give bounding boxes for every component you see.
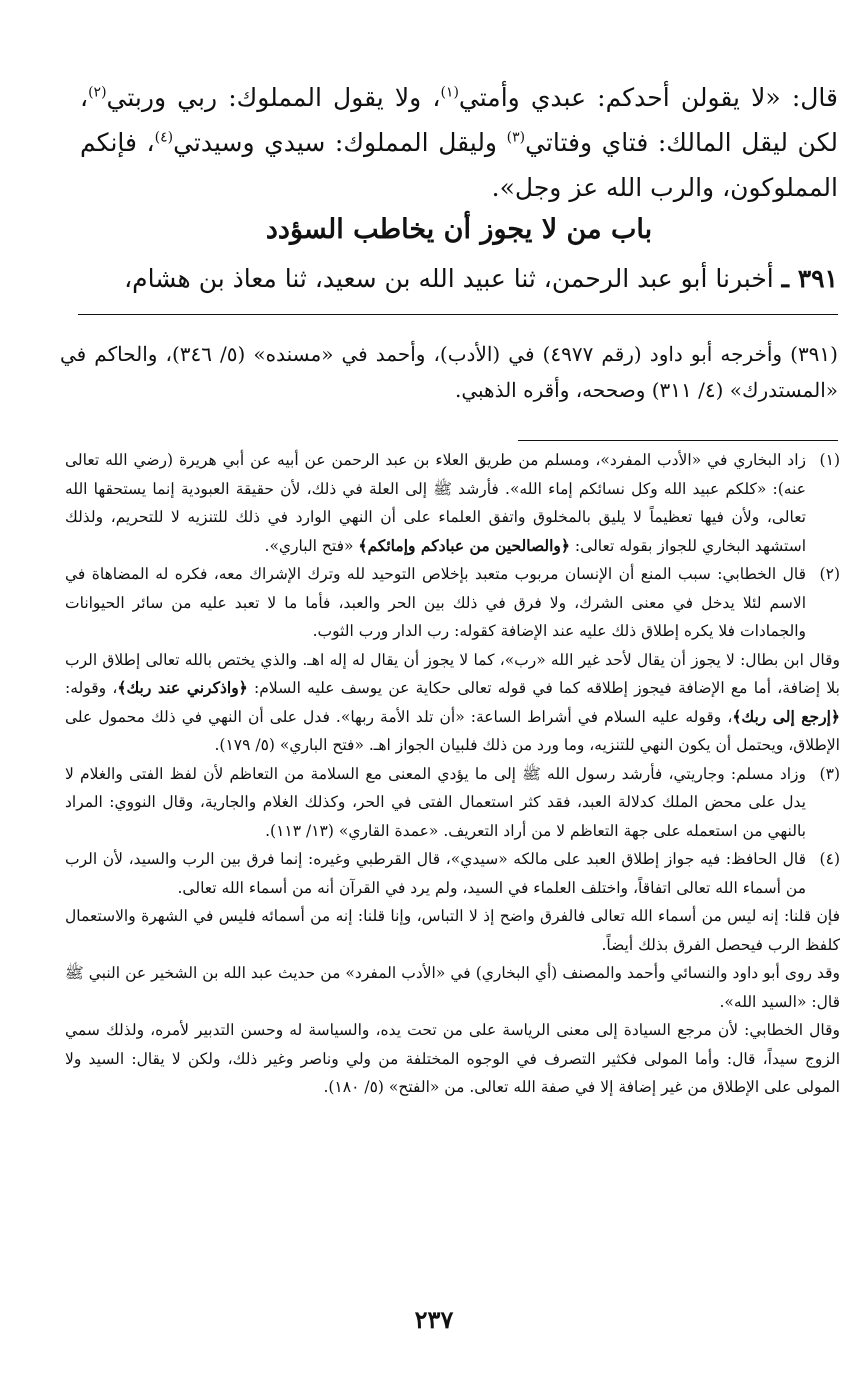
footnote-text-part: زاد البخاري في «الأدب المفرد»، ومسلم من طريق العلاء بن عبد الرحمن عن أبيه عن أبي هريرة (رضي الله تعالى عنه): «كلكم عبيد الله وكل نسائكم إماء الله». فأرشد ﷺ إلى العلة في ذلك، لأن حقيقة العبودية إنما يستحقها الله تعالى، ولأن فيها تعظيماً لا يليق بالمخلوق واتفق العلماء على أن النهي الوارد في ذلك للتنزيه لا للتحريم، ولذلك استشهد البخاري للجواز بقوله تعالى: xyxy=(65,451,806,555)
footnote-number: (١) xyxy=(819,451,840,469)
footnote-text: وزاد مسلم: وجاريتي، فأرشد رسول الله ﷺ إلى ما يؤدي المعنى مع السلامة من التعاظم لأن لفظ الفتى والغلام لا يدل على محض الملك كدلالة العبد، فقد كثر استعمال الفتى في الحر، وكذلك الغلام والجارية، وقال النووي: المراد بالنهي من استعمله على جهة التعاظم لا من أراد التعريف. «عمدة القاري» (١٣/ ١١٣). xyxy=(65,764,806,840)
footnote-number: (٤) xyxy=(819,850,840,868)
footnote-text: قال الحافظ: فيه جواز إطلاق العبد على مالكه «سيدي»، قال القرطبي وغيره: إنما فرق بين الرب والسيد، لأن الرب من أسماء الله تعالى اتفاقاً، واختلف العلماء في السيد، ولم يرد في القرآن أنه من أسماء الله تعالى. xyxy=(65,850,806,897)
hadith-line xyxy=(80,258,838,300)
footnote-ref-4: (٤) xyxy=(154,129,174,146)
footnote-1 xyxy=(65,446,840,560)
main-text-part-5: ، فإنكم المملوكون، والرب الله عز وجل». xyxy=(80,128,838,202)
footnote-text xyxy=(65,446,806,560)
footnote-text-part: «فتح الباري». xyxy=(264,536,359,555)
footnote-text xyxy=(65,646,840,760)
footnote-2 xyxy=(65,560,840,760)
hadith-text: أخبرنا أبو عبد الرحمن، ثنا عبيد الله بن سعيد، ثنا معاذ بن هشام، xyxy=(124,264,782,293)
main-text-part-3: ، لكن ليقل المالك: فتاي وفتاتي xyxy=(80,83,838,157)
footnote-4 xyxy=(65,845,840,1102)
footnote-number: (٢) xyxy=(819,565,840,583)
main-text-part-2: ، ولا يقول المملوك: ربي وربتي xyxy=(106,83,441,112)
footnote-ref-2: (٢) xyxy=(88,84,107,101)
main-text-part-1: قال: «لا يقولن أحدكم: عبدي وأمتي xyxy=(458,83,838,112)
page-number: ٢٣٧ xyxy=(414,1305,454,1334)
footnote-ref-3: (٣) xyxy=(506,129,526,146)
footnote-text-part: ، وقوله: xyxy=(65,679,118,697)
footnote-text: وقد روى أبو داود والنسائي وأحمد والمصنف (أي البخاري) في «الأدب المفرد» من حديث عبد الله بن الشخير عن النبي ﷺ قال: «السيد الله». xyxy=(65,964,840,1011)
footnote-number: (٣) xyxy=(819,764,840,783)
footnote-text: قال الخطابي: سبب المنع أن الإنسان مربوب متعبد بإخلاص التوحيد لله وترك الإشراك معه، فكره له المضاهاة في الاسم لئلا يدخل في معنى الشرك، ولا فرق في ذلك بين الحر والعبد، فأما ما لا تعبد عليه من سائر الحيوانات والجمادات فلا يكره إطلاق ذلك عليه عند الإضافة كقوله: رب الدار ورب الثوب. xyxy=(65,565,806,640)
footnote-separator xyxy=(518,440,838,441)
separator-rule xyxy=(78,314,838,315)
footnote-text-part: ، وقوله عليه السلام في أشراط الساعة: «أن تلد الأمة ربها». فدل على أن النهي في ذلك محمول على الإطلاق، ويحتمل أن يكون النهي للتنزيه، وما ورد من ذلك فلبيان الجواز اهـ. «فتح الباري» (٥/ ١٧٩). xyxy=(65,707,840,754)
footnotes-section xyxy=(65,446,840,1102)
main-text xyxy=(80,75,838,210)
hadith-number: ٣٩١ ـ xyxy=(781,264,838,293)
quran-quote: ﴿واذكرني عند ربك﴾ xyxy=(117,678,248,697)
footnote-text: وقال الخطابي: لأن مرجع السيادة إلى معنى الرياسة على من تحت يده، والسياسة له وحسن التدبير لأمره، ولذلك سمي الزوج سيداً، قال: وأما المولى فكثير التصرف في الوجوه المختلفة من ولي وناصر وغير ذلك، ولكن لا يقال: السيد ولا المولى على الإطلاق من غير إضافة إلا في صفة الله تعالى. من «الفتح» (٥/ ١٨٠). xyxy=(65,1021,840,1096)
quran-quote: ﴿إرجع إلى ربك﴾ xyxy=(732,706,840,726)
footnote-ref-1: (١) xyxy=(440,84,459,101)
quran-quote: ﴿والصالحين من عبادكم وإمائكم﴾ xyxy=(358,535,570,555)
footnote-text: فإن قلنا: إنه ليس من أسماء الله تعالى فالفرق واضح إذ لا التباس، وإنا قلنا: إنه من أسمائه فليس في الشهرة والاستعمال كلفظ الرب فيحصل الفرق بذلك أيضاً. xyxy=(65,907,840,954)
footnote-3 xyxy=(65,760,840,846)
main-text-part-4: وليقل المملوك: سيدي وسيدتي xyxy=(173,128,507,157)
chapter-heading: باب من لا يجوز أن يخاطب السؤدد xyxy=(265,214,653,245)
takhrij-note: (٣٩١) وأخرجه أبو داود (رقم ٤٩٧٧) في (الأدب)، وأحمد في «مسنده» (٥/ ٣٤٦)، والحاكم في «المستدرك» (٤/ ٣١١) وصححه، وأقره الذهبي. xyxy=(60,342,838,402)
footnote-text-part: وقال ابن بطال: لا يجوز أن يقال لأحد غير الله «رب»، كما لا يجوز أن يقال له إله اهـ. والذي يختص بالله تعالى إطلاق الرب بلا إضافة، أما مع الإضافة فيجوز إطلاقه كما في قوله تعالى حكاية عن يوسف عليه السلام: xyxy=(65,650,840,697)
main-paragraph xyxy=(80,75,838,210)
